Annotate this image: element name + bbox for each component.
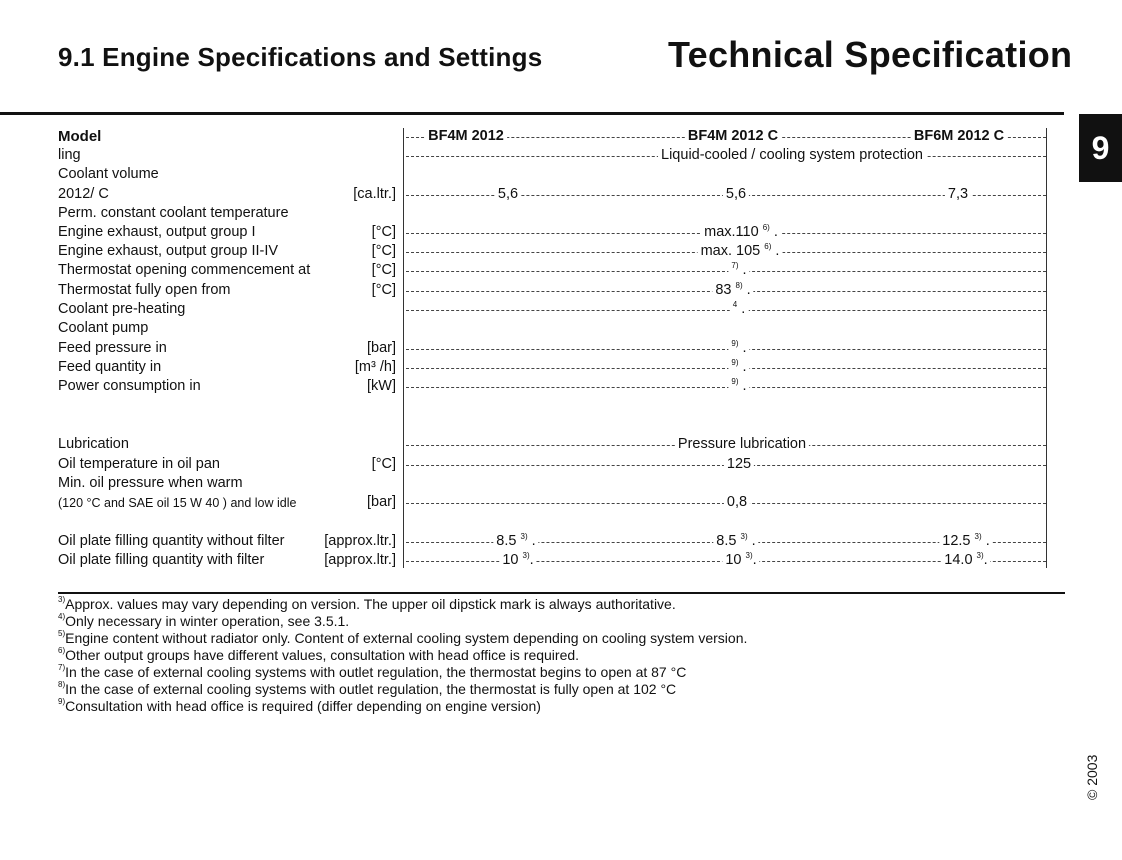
copyright: © 2003 (1084, 754, 1100, 800)
oil-temp-value: 125 (724, 456, 754, 472)
row-feed-pressure (58, 340, 1048, 359)
footnote: $^{5)}$Engine content without radiator only. Content of external cooling system depending on cooling system version. (58, 629, 748, 646)
thermo-full-unit: [°C] (371, 282, 396, 298)
exhaust-1-unit: [°C] (371, 224, 396, 240)
thermo-full-label: Thermostat fully open from (58, 282, 231, 298)
row-perm-temp (58, 205, 1048, 224)
power-unit: [kW] (367, 378, 396, 394)
cooling-value: Liquid-cooled / cooling system protection (658, 147, 926, 163)
thermo-full-value: 83 $^{8)}$ . (712, 282, 753, 298)
feed-pressure-label: Feed pressure in (58, 340, 167, 356)
fill-without-value-3: 12.5 $^{3)}$ . (939, 533, 992, 549)
fill-with-value-1: 10 $^{3)}$. (499, 552, 536, 568)
feed-pressure-note: $^{9)}$ . (728, 340, 749, 356)
perm-temp-label: Perm. constant coolant temperature (58, 205, 289, 221)
row-lubrication (58, 436, 1048, 455)
oil-pressure-value: 0,8 (724, 494, 750, 510)
coolant-value-3: 7,3 (945, 186, 971, 202)
exhaust-2-unit: [°C] (371, 243, 396, 259)
fill-with-unit: [approx.ltr.] (324, 552, 396, 568)
header-rule (0, 112, 1064, 115)
preheat-label: Coolant pre-heating (58, 301, 186, 317)
lubrication-value: Pressure lubrication (675, 436, 809, 452)
model-3: BF6M 2012 C (911, 128, 1007, 144)
thermo-open-unit: [°C] (371, 262, 396, 278)
power-note: $^{9)}$ . (728, 378, 749, 394)
row-exhaust-1 (58, 224, 1048, 243)
fill-with-value-2: 10 $^{3)}$. (722, 552, 759, 568)
row-thermo-full (58, 282, 1048, 301)
feed-qty-unit: [m³ /h] (354, 359, 396, 375)
row-coolant-volume (58, 166, 1048, 185)
section-title: 9.1 Engine Specifications and Settings (58, 42, 543, 72)
footnotes (58, 596, 747, 715)
fill-without-label: Oil plate filling quantity without filter (58, 533, 285, 549)
coolant-2012c-label: 2012/ C (58, 186, 109, 202)
fill-without-unit: [approx.ltr.] (324, 533, 396, 549)
fill-with-value-3: 14.0 $^{3)}$. (941, 552, 990, 568)
model-2: BF4M 2012 C (685, 128, 781, 144)
row-oil-temp (58, 456, 1048, 475)
row-oil-pressure-cond (58, 494, 1048, 513)
feed-qty-note: $^{9)}$ . (728, 359, 749, 375)
footnote: $^{9)}$Consultation with head office is required (differ depending on engine version) (58, 697, 541, 714)
oil-pressure-condition-label: (120 °C and SAE oil 15 W 40 ) and low idle (58, 496, 297, 510)
pump-label: Coolant pump (58, 320, 149, 336)
row-model (58, 128, 1048, 147)
exhaust-2-value: max. 105 $^{6)}$ . (698, 243, 783, 259)
row-fill-with (58, 552, 1048, 571)
footnote: $^{7)}$In the case of external cooling systems with outlet regulation, the thermostat begins to open at 87 °C (58, 663, 687, 680)
row-exhaust-2 (58, 243, 1048, 262)
exhaust-2-label: Engine exhaust, output group II-IV (58, 243, 279, 259)
fill-without-value-2: 8.5 $^{3)}$ . (713, 533, 758, 549)
footnote: $^{6)}$Other output groups have different values, consultation with head office is required. (58, 646, 580, 663)
row-pump (58, 320, 1048, 339)
oil-pressure-label: Min. oil pressure when warm (58, 475, 243, 491)
oil-temp-label: Oil temperature in oil pan (58, 456, 220, 472)
row-fill-without (58, 533, 1048, 552)
coolant-value-1: 5,6 (495, 186, 521, 202)
model-label: Model (58, 128, 102, 145)
row-thermo-open (58, 262, 1048, 281)
feed-pressure-unit: [bar] (366, 340, 396, 356)
oil-pressure-unit: [bar] (366, 494, 396, 510)
row-power (58, 378, 1048, 397)
oil-temp-unit: [°C] (371, 456, 396, 472)
footnote-rule (58, 592, 1065, 594)
feed-qty-label: Feed quantity in (58, 359, 162, 375)
coolant-2012c-unit: [ca.ltr.] (353, 186, 396, 202)
coolant-value-2: 5,6 (723, 186, 749, 202)
chapter-tab: 9 (1079, 114, 1122, 182)
fill-without-value-1: 8.5 $^{3)}$ . (493, 533, 538, 549)
lubrication-label: Lubrication (58, 436, 129, 452)
exhaust-1-value: max.110 $^{6)}$ . (701, 224, 781, 240)
footnote: $^{4)}$Only necessary in winter operation, see 3.5.1. (58, 612, 350, 629)
exhaust-1-label: Engine exhaust, output group I (58, 224, 256, 240)
fill-with-label: Oil plate filling quantity with filter (58, 552, 265, 568)
footnote: $^{3)}$Approx. values may vary depending on version. The upper oil dipstick mark is always authoritative. (58, 595, 676, 612)
thermo-open-label: Thermostat opening commencement at (58, 262, 311, 278)
preheat-note: $^4$ . (730, 301, 749, 317)
footnote: $^{8)}$In the case of external cooling systems with outlet regulation, the thermostat is fully open at 102 °C (58, 680, 677, 697)
row-preheat (58, 301, 1048, 320)
model-1: BF4M 2012 (425, 128, 507, 144)
power-label: Power consumption in (58, 378, 201, 394)
coolant-volume-label: Coolant volume (58, 166, 159, 182)
row-cooling (58, 147, 1048, 166)
row-oil-pressure (58, 475, 1048, 494)
thermo-open-note: $^{7)}$ . (728, 262, 749, 278)
cooling-label: ling (58, 147, 81, 163)
document-title: Technical Specification (668, 34, 1073, 75)
row-feed-qty (58, 359, 1048, 378)
row-coolant-2012c (58, 186, 1048, 205)
